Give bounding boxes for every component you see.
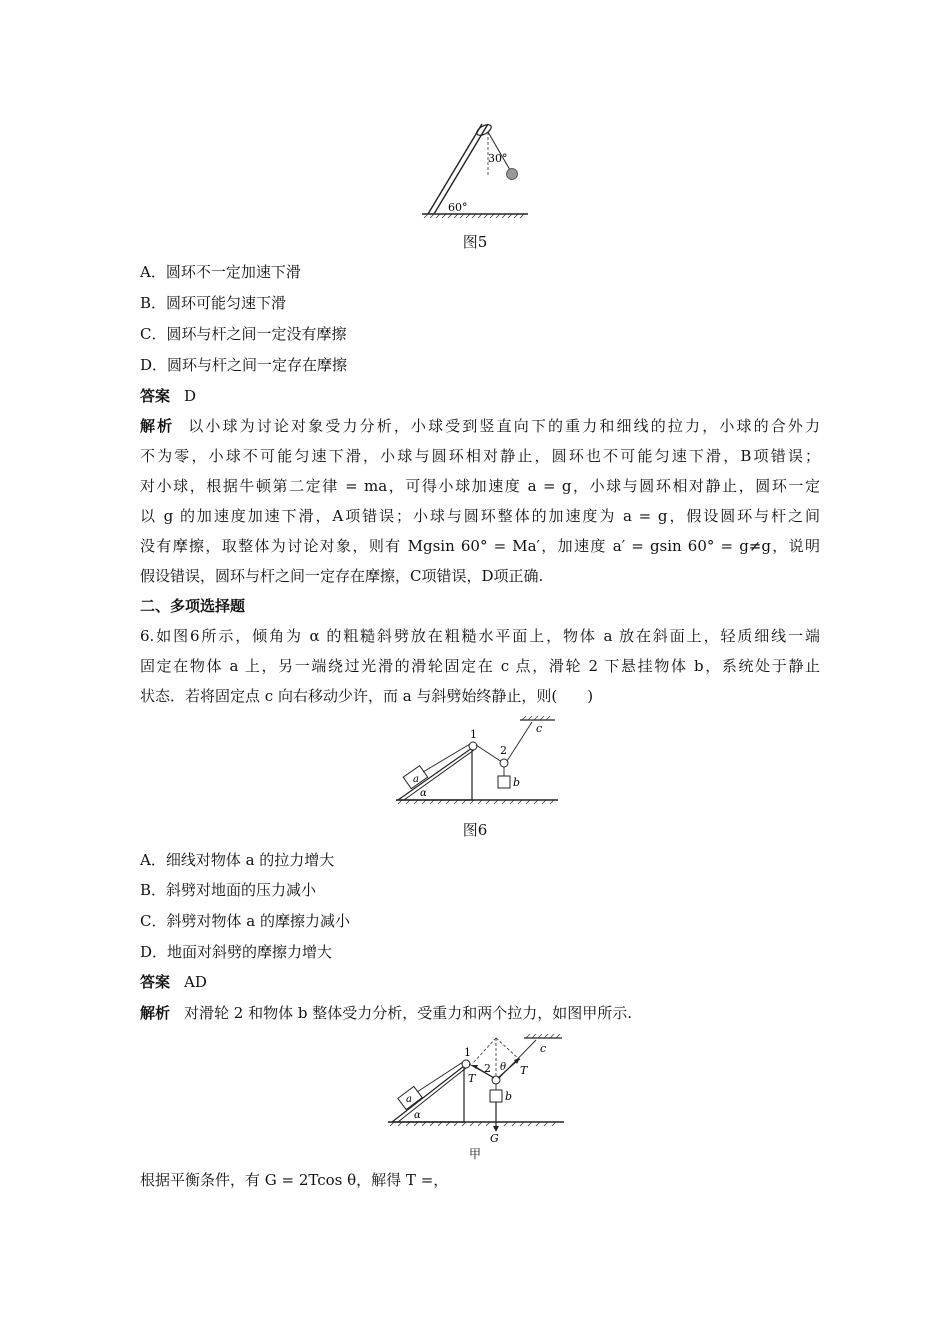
figure-jia-caption: 甲 [468,1147,481,1161]
figure-6-diagram [390,716,565,808]
jia-label-a: a [406,1094,412,1105]
q5-analysis-line-4: 以 g 的加速度加速下滑，A项错误；小球与圆环整体的加速度为 a = g，假设圆环与杆之间 [140,507,820,525]
figure-5-caption: 图5 [462,233,488,251]
jia-label-tension-right: T [520,1064,528,1077]
q5-answer [140,386,820,406]
jia-label-pulley-1: 1 [464,1046,471,1059]
fig5-angle-30-label: 30° [488,152,508,165]
q6-stem-line-2: 固定在物体 a 上，另一端绕过光滑的滑轮固定在 c 点，滑轮 2 下悬挂物体 b，系统处于静止 [140,657,820,675]
q5-analysis-line-6: 假设错误，圆环与杆之间一定存在摩擦，C项错误，D项正确. [140,567,544,585]
q6-option-b: B．斜劈对地面的压力减小 [140,881,317,899]
q6-answer-label: 答案 [140,973,171,991]
last-line: 根据平衡条件，有 G = 2Tcos θ，解得 T =， [140,1171,449,1189]
q6-option-a: A．细线对物体 a 的拉力增大 [140,851,335,869]
q5-analysis-line-3: 对小球，根据牛顿第二定律 = ma，可得小球加速度 a = g，小球与圆环相对静止，圆环一定 [140,477,820,495]
jia-label-tension-left: T [468,1072,476,1085]
q5-analysis-line-5: 没有摩擦，取整体为讨论对象，则有 Mgsin 60° = Ma′，加速度 a′ = gsin 60° = g≠g，说明 [140,537,820,555]
q5-option-a: A．圆环不一定加速下滑 [140,263,301,281]
q5-option-c: C．圆环与杆之间一定没有摩擦 [140,325,347,343]
figure-5-diagram [410,118,540,220]
q5-option-d: D．圆环与杆之间一定存在摩擦 [140,356,348,374]
q5-answer-label: 答案 [140,387,171,405]
q6-analysis-label: 解析 [140,1004,171,1022]
q6-answer-value: AD [184,973,207,991]
q5-analysis-text-1: 以小球为讨论对象受力分析，小球受到竖直向下的重力和细线的拉力，小球的合外力 [188,417,820,435]
jia-label-pulley-2: 2 [484,1062,491,1075]
q6-option-d: D．地面对斜劈的摩擦力增大 [140,943,333,961]
section-title: 二、多项选择题 [140,597,246,615]
q6-answer [140,972,820,992]
fig6-label-pulley-1: 1 [470,728,477,741]
q6-option-c: C．斜劈对物体 a 的摩擦力减小 [140,912,350,930]
q5-option-b: B．圆环可能匀速下滑 [140,294,287,312]
figure-6-caption: 图6 [462,821,488,839]
q5-analysis-label: 解析 [140,417,175,435]
fig5-angle-60-label: 60° [448,201,468,214]
q6-stem-line-3: 状态．若将固定点 c 向右移动少许，而 a 与斜劈始终静止，则( ) [140,687,594,705]
q5-analysis-line-2: 不为零，小球不可能匀速下滑，小球与圆环相对静止，圆环也不可能匀速下滑，B项错误； [140,447,820,465]
jia-label-b: b [505,1090,513,1103]
q5-answer-value: D [184,387,197,405]
fig6-label-alpha: α [420,788,427,799]
q6-stem-line-1: 6.如图6所示，倾角为 α 的粗糙斜劈放在粗糙水平面上，物体 a 放在斜面上，轻质细线一端 [140,627,820,645]
q5-analysis-line-1 [140,416,820,436]
jia-label-theta: θ [500,1062,507,1073]
fig6-label-a: a [413,774,419,785]
jia-label-alpha: α [414,1110,421,1121]
q6-analysis [140,1003,820,1023]
jia-label-gravity: G [490,1132,499,1145]
fig6-label-b: b [513,776,521,789]
jia-label-c: c [540,1042,547,1055]
fig6-label-c: c [536,722,543,735]
q6-analysis-text: 对滑轮 2 和物体 b 整体受力分析，受重力和两个拉力，如图甲所示. [184,1004,633,1022]
fig6-label-pulley-2: 2 [500,744,507,757]
figure-jia-diagram [384,1034,570,1146]
